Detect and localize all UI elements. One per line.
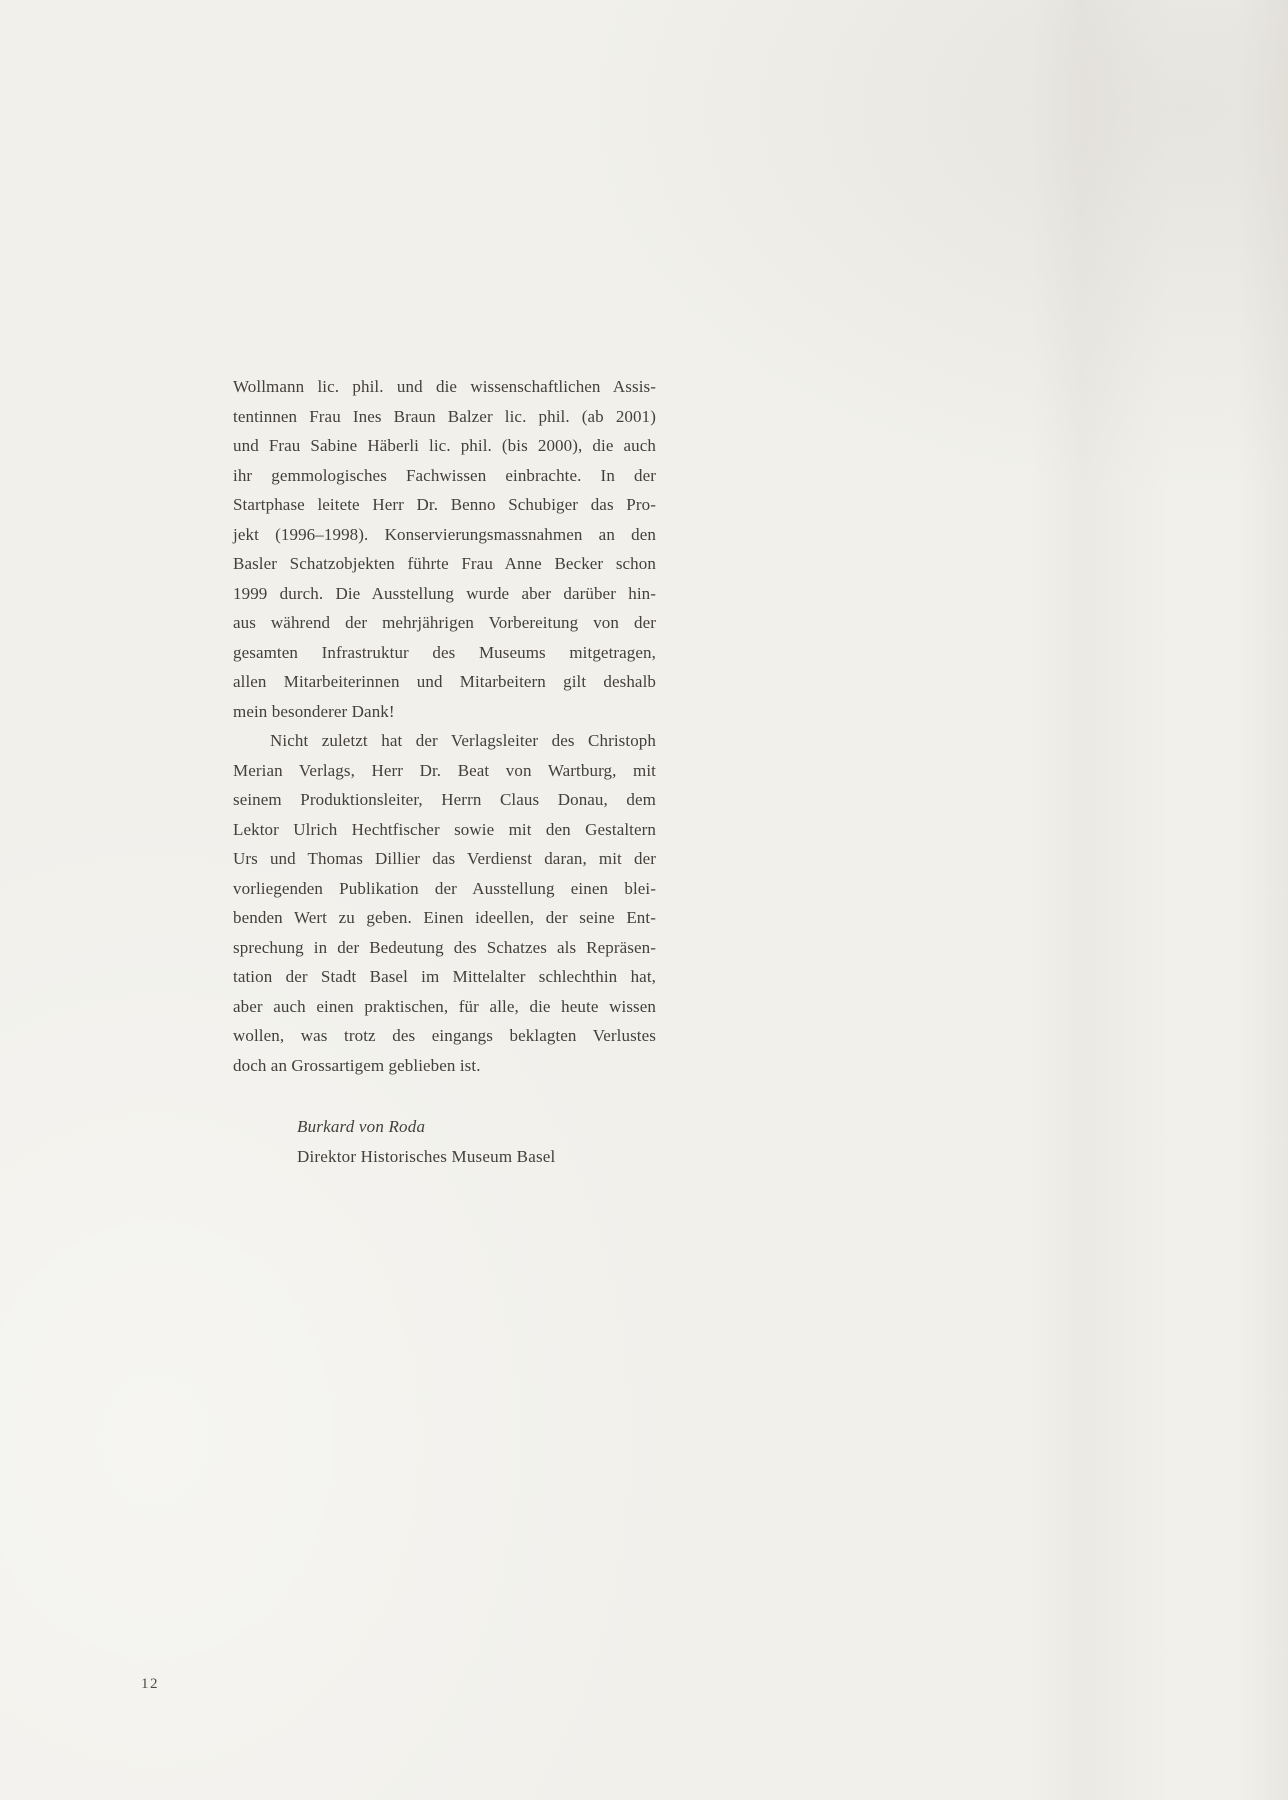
text-line: aber auch einen praktischen, für alle, die heute wissen [233,996,656,1016]
text-line: Urs und Thomas Dillier das Verdienst daran, mit der [233,849,656,868]
signature-title: Direktor Historisches Museum Basel [297,1147,556,1166]
text-line: Lektor Ulrich Hechtfischer sowie mit den Gestaltern [233,819,656,839]
paragraph [233,372,656,726]
paragraph [233,726,656,1080]
signature-name: Burkard von Roda [297,1117,426,1136]
text-line: jekt (1996–1998). Konservierungsmassnahmen an den [233,524,656,544]
text-line: Basler Schatzobjekten führte Frau Anne Becker schon [233,554,656,573]
text-line: gesamten Infrastruktur des Museums mitgetragen, [233,642,656,662]
page-number: 12 [141,1676,159,1692]
text-line: seinem Produktionsleiter, Herrn Claus Donau, dem [233,790,656,809]
text-line: Startphase leitete Herr Dr. Benno Schubiger das Pro- [233,495,656,514]
text-line: tentinnen Frau Ines Braun Balzer lic. phil. (ab 2001) [233,406,656,426]
text-line: vorliegenden Publikation der Ausstellung einen blei- [233,878,656,898]
text-line: sprechung in der Bedeutung des Schatzes als Repräsen- [233,937,656,957]
signature-block [297,1112,555,1172]
text-line: Nicht zuletzt hat der Verlagsleiter des Christoph [270,731,656,750]
text-line: 1999 durch. Die Ausstellung wurde aber darüber hin- [233,583,656,603]
text-line: und Frau Sabine Häberli lic. phil. (bis 2000), die auch [233,436,656,455]
text-line: Wollmann lic. phil. und die wissenschaftlichen Assis- [233,377,656,396]
text-line: wollen, was trotz des eingangs beklagten Verlustes [233,1026,656,1045]
body-text [233,372,656,1080]
text-line: mein besonderer Dank! [233,701,395,721]
text-line: aus während der mehrjährigen Vorbereitung von der [233,613,656,632]
text-line: benden Wert zu geben. Einen ideellen, der seine Ent- [233,908,656,927]
text-line: tation der Stadt Basel im Mittelalter schlechthin hat, [233,967,656,986]
text-line: ihr gemmologisches Fachwissen einbrachte. In der [233,465,656,485]
text-line: allen Mitarbeiterinnen und Mitarbeitern gilt deshalb [233,672,656,691]
text-line: Merian Verlags, Herr Dr. Beat von Wartburg, mit [233,760,656,780]
text-line: doch an Grossartigem geblieben ist. [233,1055,481,1075]
